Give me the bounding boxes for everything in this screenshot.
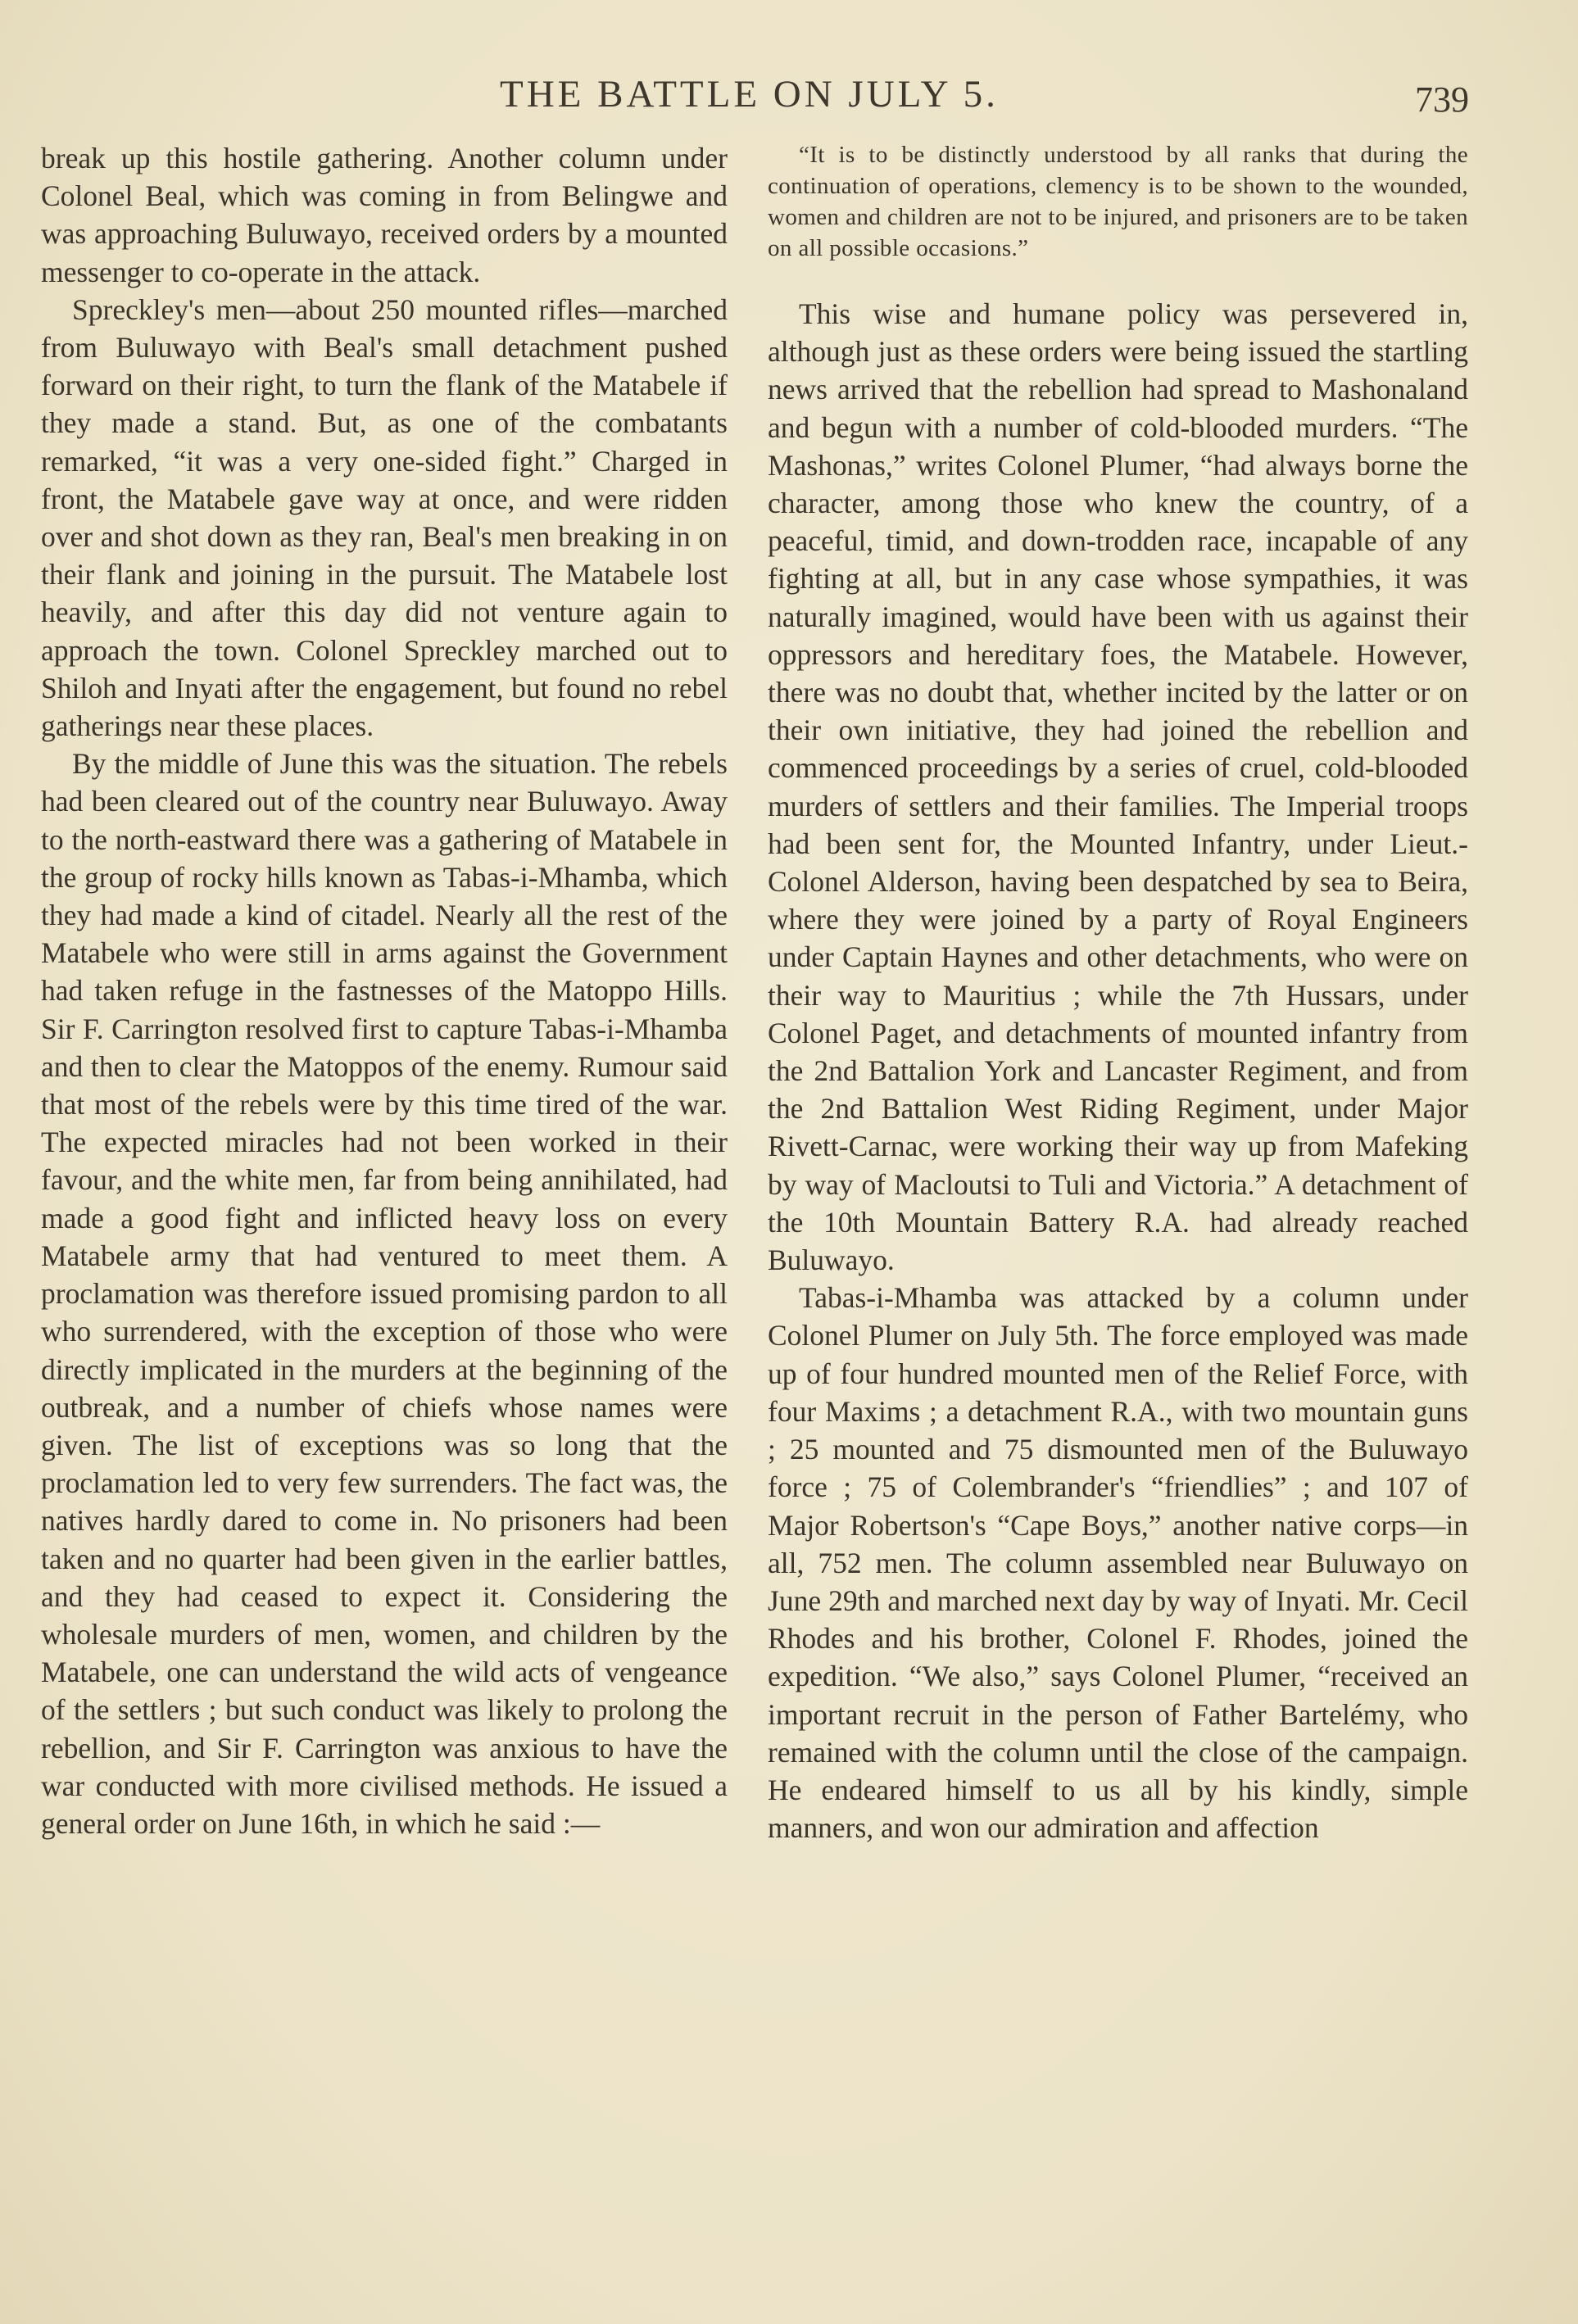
paragraph: Spreckley's men—about 250 mounted rifles—marched from Buluwayo with Beal's small detachment pushed forward on their right, to turn the flank of the Matabele if they made a stand. But, as one of the combatants remarked, “it was a very one-sided fight.” Charged in front, the Matabele gave way at once, and were ridden over and shot down as they ran, Beal's men breaking in on their flank and joining in the pursuit. The Matabele lost heavily, and after this day did not venture again to approach the town. Colonel Spreckley marched out to Shiloh and Inyati after the engagement, but found no rebel gatherings near these places. xyxy=(41,292,728,743)
right-column xyxy=(768,139,1468,1846)
running-title: THE BATTLE ON JULY 5. xyxy=(500,73,999,116)
paragraph: This wise and humane policy was persevered in, although just as these orders were being issued the startling news arrived that the rebellion had spread to Mashonaland and begun with a number of cold-blooded murders. “The Mashonas,” writes Colonel Plumer, “had always borne the character, among those who knew the country, of a peaceful, timid, and down-trodden race, incapable of any fighting at all, but in any case whose sympathies, it was naturally imagined, would have been with us against their oppressors and hereditary foes, the Matabele. However, there was no doubt that, whether incited by the latter or on their own initiative, they had joined the rebellion and commenced proceedings by a series of cruel, cold-blooded murders of settlers and their families. The Imperial troops had been sent for, the Mounted Infantry, under Lieut.-Colonel Alderson, having been despatched by sea to Beira, where they were joined by a party of Royal Engineers under Captain Haynes and other detachments, who were on their way to Mauritius ; while the 7th Hussars, under Colonel Paget, and detachments of mounted infantry from the 2nd Battalion York and Lancaster Regiment, and from the 2nd Battalion West Riding Regiment, under Major Rivett-Carnac, were working their way up from Mafeking by way of Macloutsi to Tuli and Victoria.” A detachment of the 10th Mountain Battery R.A. had already reached Buluwayo. xyxy=(768,297,1468,1277)
page-number: 739 xyxy=(1415,79,1469,120)
paragraph: Tabas-i-Mhamba was attacked by a column under Colonel Plumer on July 5th. The force employed was made up of four hundred mounted men of the Relief Force, with four Maxims ; a detachment R.A., with two mountain guns ; 25 mounted and 75 dismounted men of the Buluwayo force ; 75 of Colembrander's “friendlies” ; and 107 of Major Robertson's “Cape Boys,” another native corps—in all, 752 men. The column assembled near Buluwayo on June 29th and marched next day by way of Inyati. Mr. Cecil Rhodes and his brother, Colonel F. Rhodes, joined the expedition. “We also,” says Colonel Plumer, “received an important recruit in the person of Father Bartelémy, who remained with the column until the close of the campaign. He endeared himself to us all by his kindly, simple manners, and won our admiration and affection xyxy=(768,1281,1468,1845)
paragraph: By the middle of June this was the situation. The rebels had been cleared out of the country near Buluwayo. Away to the north-eastward there was a gathering of Matabele in the group of rocky hills known as Tabas-i-Mhamba, which they had made a kind of citadel. Nearly all the rest of the Matabele who were still in arms against the Government had taken refuge in the fastnesses of the Matoppo Hills. Sir F. Carrington resolved first to capture Tabas-i-Mhamba and then to clear the Matoppos of the enemy. Rumour said that most of the rebels were by this time tired of the war. The expected miracles had not been worked in their favour, and the white men, far from being annihilated, had made a good fight and inflicted heavy loss on every Matabele army that had ventured to meet them. A proclamation was therefore issued promising pardon to all who surrendered, with the exception of those who were directly implicated in the murders at the beginning of the outbreak, and a number of chiefs whose names were given. The list of exceptions was so long that the proclamation led to very few surrenders. The fact was, the natives hardly dared to come in. No prisoners had been taken and no quarter had been given in the earlier battles, and they had ceased to expect it. Considering the wholesale murders of men, women, and children by the Matabele, one can understand the wild acts of vengeance of the settlers ; but such conduct was likely to prolong the rebellion, and Sir F. Carrington was anxious to have the war conducted with more civilised methods. He issued a general order on June 16th, in which he said :— xyxy=(41,747,728,1840)
page-header xyxy=(0,72,1578,129)
left-column xyxy=(41,139,728,1842)
general-order-quote: “It is to be distinctly understood by all ranks that during the continuation of operations, clemency is to be shown to the wounded, women and children are not to be injured, and prisoners are to be taken on all possible occasions.” xyxy=(768,142,1468,261)
paragraph: break up this hostile gathering. Another column under Colonel Beal, which was coming in from Belingwe and was approaching Buluwayo, received orders by a mounted messenger to co-operate in the attack. xyxy=(41,142,728,288)
